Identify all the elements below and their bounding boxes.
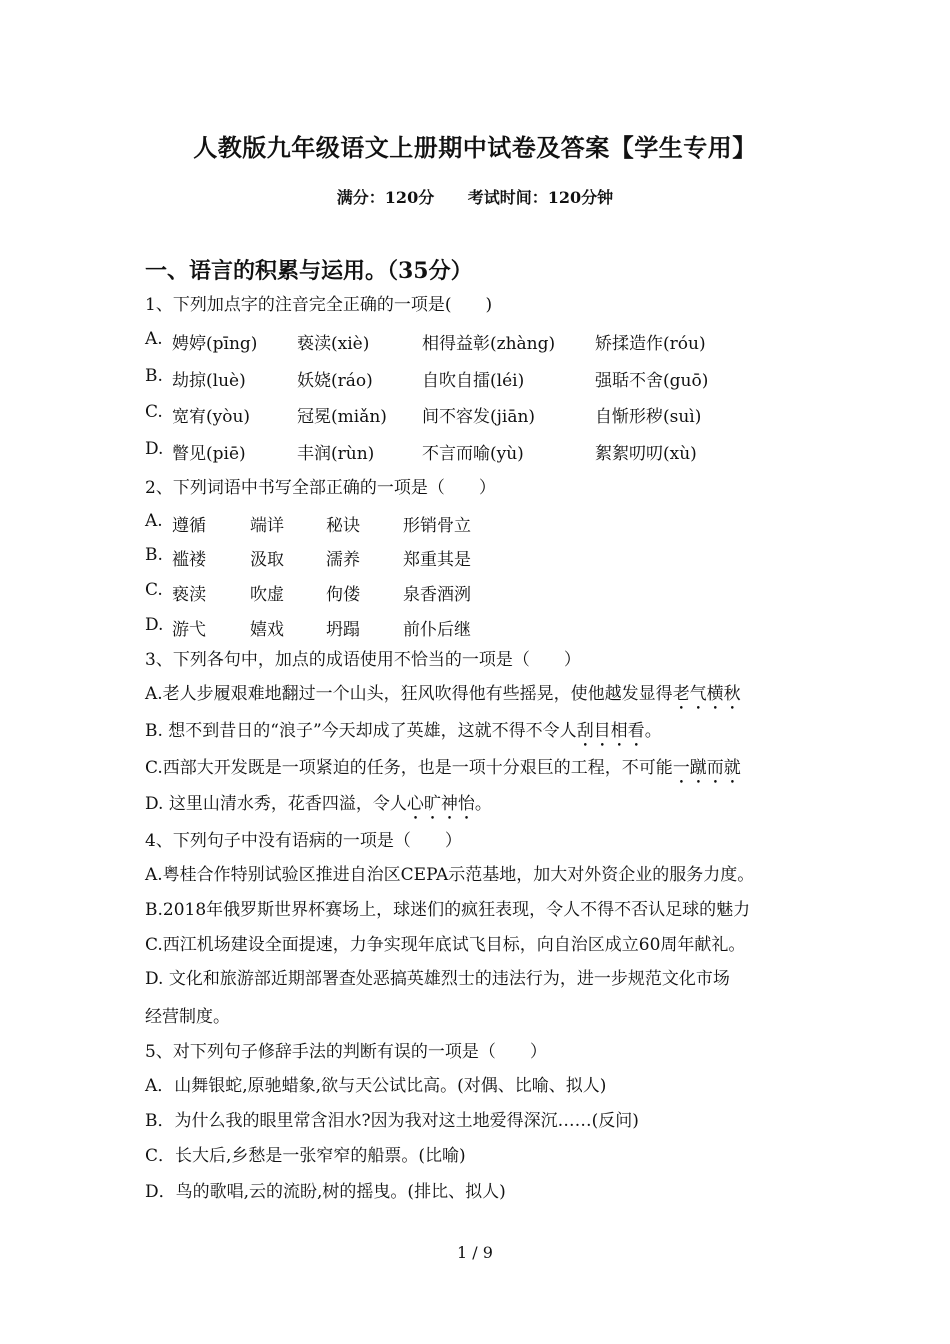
page-number: 1 / 9 [457, 1243, 493, 1262]
q2-a-word4: 形销骨立 [403, 516, 471, 536]
q4-option-d-line1: D. 文化和旅游部近期部署查处恶搞英雄烈士的违法行为，进一步规范文化市场 [145, 969, 730, 989]
q1-d-item4: 絮絮叨叨(xù) [595, 444, 697, 464]
q3-d-text: D. 这里山清水秀，花香四溢，令人 [145, 794, 407, 814]
q2-c-word1: 亵渎 [172, 585, 206, 605]
q3-stem: 3、下列各句中，加点的成语使用不恰当的一项是（ ） [145, 650, 581, 670]
q2-c-word4: 泉香酒洌 [403, 585, 471, 605]
q3-option-d [145, 793, 492, 824]
q1-c-item1: 宽宥(yòu) [172, 407, 251, 427]
q1-d-item3: 不言而喻(yù) [422, 444, 524, 464]
q3-option-b [145, 720, 662, 751]
q1-a-item2: 亵渎(xiè) [297, 334, 370, 354]
q1-c-item3: 间不容发(jiān) [422, 407, 536, 427]
q4-option-c: C.西江机场建设全面提速，力争实现年底试飞目标，向自治区成立60周年献礼。 [145, 935, 746, 955]
q3-b-end: 。 [644, 721, 662, 741]
q2-c-label: C. [145, 580, 163, 600]
q5-option-b: B．为什么我的眼里常含泪水?因为我对这土地爱得深沉……(反问) [145, 1111, 639, 1131]
q3-a-idiom: 老气横秋 [672, 684, 741, 704]
q3-b-idiom: 刮目相看 [576, 721, 645, 741]
q3-b-text: B. 想不到昔日的“浪子”今天却成了英雄，这就不得不令人 [145, 721, 577, 741]
q5-option-d: D．鸟的歌唱,云的流盼,树的摇曳。(排比、拟人) [145, 1182, 506, 1202]
q3-option-a [145, 683, 741, 714]
q3-d-idiom: 心旷神怡 [406, 794, 475, 814]
q1-b-item2: 妖娆(ráo) [297, 371, 373, 391]
q3-a-text: A.老人步履艰难地翻过一个山头，狂风吹得他有些摇晃，使他越发显得 [145, 684, 673, 704]
q1-a-item1: 娉婷(pīng) [172, 334, 258, 354]
q3-d-end: 。 [474, 794, 492, 814]
q1-b-item1: 劫掠(luè) [172, 371, 246, 391]
q2-b-word2: 汲取 [250, 550, 284, 570]
q1-b-item3: 自吹自擂(léi) [422, 371, 525, 391]
q2-d-label: D. [145, 615, 164, 635]
section-heading: 一、语言的积累与运用。（35分） [145, 258, 473, 284]
q1-c-item2: 冠冕(miǎn) [297, 407, 387, 427]
q1-b-item4: 强聒不舍(guō) [595, 371, 709, 391]
q1-a-label: A. [145, 329, 163, 349]
q2-c-word3: 佝偻 [326, 585, 360, 605]
q2-b-word4: 郑重其是 [403, 550, 471, 570]
q5-option-a: A．山舞银蛇,原驰蜡象,欲与天公试比高。(对偶、比喻、拟人) [145, 1076, 607, 1096]
q1-d-label: D. [145, 439, 164, 459]
q2-a-word3: 秘诀 [326, 516, 360, 536]
q3-option-c [145, 757, 741, 788]
q2-b-word3: 濡养 [326, 550, 360, 570]
q2-d-word2: 嬉戏 [250, 620, 284, 640]
q4-option-d-line2: 经营制度。 [145, 1007, 230, 1027]
score-info: 满分：120分 [336, 188, 435, 207]
q3-c-idiom: 一蹴而就 [672, 758, 741, 778]
page-title: 人教版九年级语文上册期中试卷及答案【学生专用】 [193, 133, 757, 162]
q1-a-item4: 矫揉造作(róu) [595, 334, 706, 354]
q1-stem: 1、下列加点字的注音完全正确的一项是( ) [145, 295, 493, 315]
exam-meta [0, 185, 950, 208]
q2-a-word2: 端详 [250, 516, 284, 536]
q1-c-item4: 自惭形秽(suì) [595, 407, 702, 427]
q2-d-word4: 前仆后继 [403, 620, 471, 640]
q2-b-label: B. [145, 545, 163, 565]
q5-option-c: C．长大后,乡愁是一张窄窄的船票。(比喻) [145, 1146, 466, 1166]
q2-c-word2: 吹虚 [250, 585, 284, 605]
q1-b-label: B. [145, 366, 163, 386]
q4-option-b: B.2018年俄罗斯世界杯赛场上，球迷们的疯狂表现，令人不得不否认足球的魅力 [145, 900, 751, 920]
q1-d-item1: 瞥见(piē) [172, 444, 246, 464]
q2-d-word1: 游弋 [172, 620, 206, 640]
q2-a-label: A. [145, 511, 163, 531]
time-info: 考试时间：120分钟 [467, 188, 614, 207]
q3-c-text: C.西部大开发既是一项紧迫的任务，也是一项十分艰巨的工程，不可能 [145, 758, 673, 778]
q2-a-word1: 遵循 [172, 516, 206, 536]
q1-a-item3: 相得益彰(zhàng) [422, 334, 556, 354]
q1-d-item2: 丰润(rùn) [297, 444, 375, 464]
q2-stem: 2、下列词语中书写全部正确的一项是（ ） [145, 478, 496, 498]
q4-stem: 4、下列句子中没有语病的一项是（ ） [145, 831, 462, 851]
q2-d-word3: 坍蹋 [326, 620, 360, 640]
q4-option-a: A.粤桂合作特别试验区推进自治区CEPA示范基地，加大对外资企业的服务力度。 [145, 865, 755, 885]
q2-b-word1: 褴褛 [172, 550, 206, 570]
q5-stem: 5、对下列句子修辞手法的判断有误的一项是（ ） [145, 1042, 547, 1062]
q1-c-label: C. [145, 402, 163, 422]
